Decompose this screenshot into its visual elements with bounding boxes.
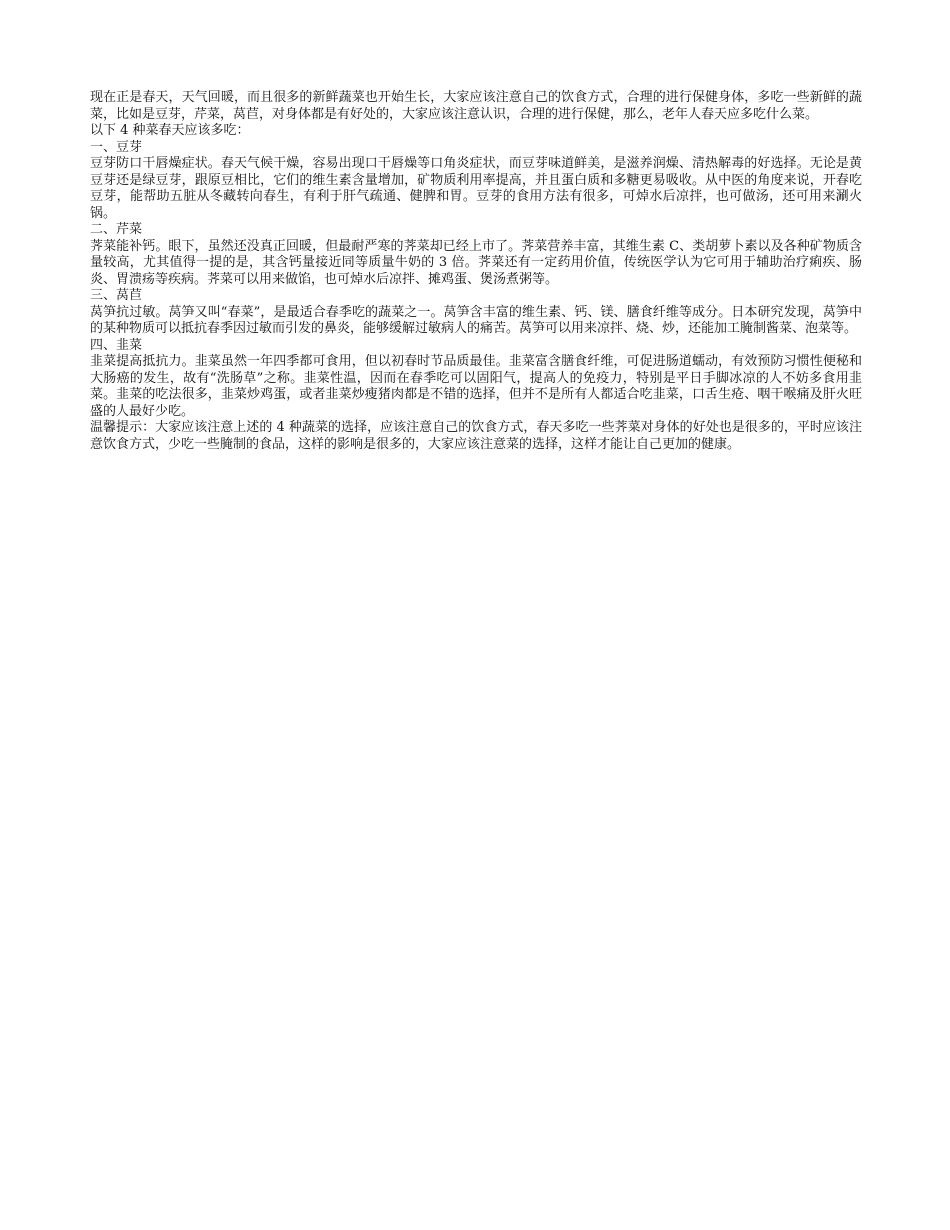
section-heading-lettuce: 三、莴苣 <box>90 288 143 303</box>
section-body-celery: 荠菜能补钙。眼下，虽然还没真正回暖，但最耐严寒的荠菜却已经上市了。荠菜营养丰富，其维生素 C、类胡萝卜素以及各种矿物质含量较高，尤其值得一提的是，其含钙量接近同等质量牛奶的 3 倍。荠菜还有一定药用价值，传统医学认为它可用于辅助治疗痢疾、肠炎、胃溃疡等疾病。荠菜可以用来做馅，也可焯水后凉拌、摊鸡蛋、煲汤煮粥等。 <box>90 238 862 287</box>
intro-paragraph: 现在正是春天，天气回暖，而且很多的新鲜蔬菜也开始生长，大家应该注意自己的饮食方式，合理的进行保健身体，多吃一些新鲜的蔬菜，比如是豆芽，芹菜，莴苣，对身体都是有好处的，大家应该注意认识，合理的进行保健，那么，老年人春天应多吃什么菜。 <box>90 90 862 122</box>
section-heading-bean-sprouts: 一、豆芽 <box>90 139 143 155</box>
section-heading-chives: 四、韭菜 <box>90 337 143 353</box>
section-body-lettuce: 莴笋抗过敏。莴笋又叫“春菜”，是最适合春季吃的蔬菜之一。莴笋含丰富的维生素、钙、镁、膳食纤维等成分。日本研究发现，莴笋中的某种物质可以抵抗春季因过敏而引发的鼻炎，能够缓解过敏病人的痛苦。莴笋可以用来凉拌、烧、炒，还能加工腌制酱菜、泡菜等。 <box>90 304 862 336</box>
list-intro: 以下 4 种菜春天应该多吃： <box>90 123 250 138</box>
document-page <box>90 90 862 453</box>
section-body-bean-sprouts: 豆芽防口干唇燥症状。春天气候干燥，容易出现口干唇燥等口角炎症状，而豆芽味道鲜美，是滋养润燥、清热解毒的好选择。无论是黄豆芽还是绿豆芽，跟原豆相比，它们的维生素含量增加，矿物质利用率提高，并且蛋白质和多糖更易吸收。从中医的角度来说，开春吃豆芽，能帮助五脏从冬藏转向春生，有利于肝气疏通、健脾和胃。豆芽的食用方法有很多，可焯水后凉拌，也可做汤，还可用来涮火锅。 <box>90 156 862 221</box>
section-heading-celery: 二、芹菜 <box>90 222 143 237</box>
section-body-chives: 韭菜提高抵抗力。韭菜虽然一年四季都可食用，但以初春时节品质最佳。韭菜富含膳食纤维，可促进肠道蠕动，有效预防习惯性便秘和大肠癌的发生，故有“洗肠草”之称。韭菜性温，因而在春季吃可以固阳气，提高人的免疫力，特别是平日手脚冰凉的人不妨多食用韭菜。韭菜的吃法很多，韭菜炒鸡蛋，或者韭菜炒瘦猪肉都是不错的选择，但并不是所有人都适合吃韭菜，口舌生疮、咽干喉痛及肝火旺盛的人最好少吃。 <box>90 354 862 419</box>
tip-paragraph: 温馨提示：大家应该注意上述的 4 种蔬菜的选择，应该注意自己的饮食方式，春天多吃一些荠菜对身体的好处也是很多的，平时应该注意饮食方式，少吃一些腌制的食品，这样的影响是很多的，大家应该注意菜的选择，这样才能让自己更加的健康。 <box>90 420 862 452</box>
